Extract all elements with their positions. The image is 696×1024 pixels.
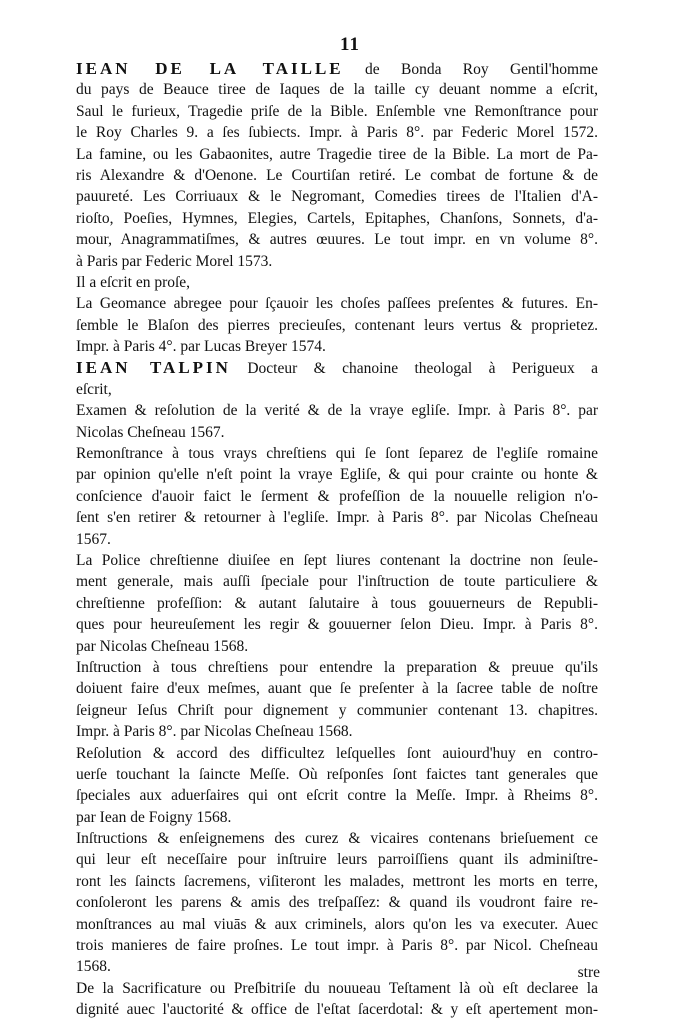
- line-text: ment generale, mais auſſi ſpeciale pour l'inſtruction de toute particuliere &: [76, 573, 598, 591]
- line-text: La Police chreſtienne diuiſee en ſept liures contenant la doctrine non ſeule-: [76, 551, 598, 569]
- line-text: 1567.: [76, 530, 111, 548]
- line-text: monſtrances au mal viuās & aux criminels, alors qu'on les va executer. Auec: [76, 915, 598, 933]
- line-text: Saul le furieux, Tragedie priſe de la Bible. Enſemble vne Remonſtrance pour: [76, 102, 598, 120]
- line-text: 1568.: [76, 958, 111, 976]
- text-line: [76, 999, 598, 1020]
- line-text: La Geomance abregee pour ſçauoir les choſes paſſees preſentes & futures. En-: [76, 295, 598, 313]
- text-line: [76, 849, 598, 870]
- text-line: [76, 892, 598, 913]
- text-line: [76, 571, 598, 592]
- line-text: Docteur & chanoine theologal à Perigueux a: [230, 360, 598, 378]
- author-name: IEAN DE LA TAILLE: [76, 59, 344, 78]
- line-text: Reſolution & accord des difficultez leſquelles ſont auiourd'huy en contro-: [76, 744, 598, 762]
- line-text: Impr. à Paris 4°. par Lucas Breyer 1574.: [76, 338, 326, 356]
- line-text: trois manieres de faire proſnes. Le tout impr. à Paris 8°. par Nicol. Cheſneau: [76, 937, 598, 955]
- line-text: Il a eſcrit en proſe,: [76, 273, 191, 291]
- line-text: par Nicolas Cheſneau 1568.: [76, 637, 249, 655]
- text-line: [76, 593, 598, 614]
- line-text: ques pour heureuſement les regir & gouuerner ſelon Dieu. Impr. à Paris 8°.: [76, 616, 598, 634]
- line-text: par opinion qu'elle n'eſt point la vraye Egliſe, & qui pour crainte ou honte &: [76, 466, 598, 484]
- text-line: [76, 678, 598, 699]
- line-text: ris Alexandre & d'Oenone. Le Courtiſan retiré. Le combat de fortune & de: [76, 166, 598, 184]
- text-line: [76, 208, 598, 229]
- text-line: [76, 657, 598, 678]
- text-line: [76, 486, 598, 507]
- text-line: [76, 785, 598, 806]
- text-line: [76, 229, 598, 250]
- text-line: [76, 165, 598, 186]
- line-text: eſcrit,: [76, 380, 112, 398]
- text-line: [76, 871, 598, 892]
- text-line: [76, 79, 598, 100]
- line-text: ſpeciales aux aduerſaires qui ont eſcrit contre la Meſſe. Impr. à Rheims 8°.: [76, 787, 598, 805]
- line-text: La famine, ou les Gabaonites, autre Tragedie tiree de la Bible. La mort de Pa-: [76, 145, 598, 163]
- line-text: qui leur eſt neceſſaire pour inſtruire leurs parroiſſiens quant ils adminiſtre-: [76, 851, 598, 869]
- text-line: [76, 186, 598, 207]
- line-text: Inſtruction à tous chreſtiens pour entendre la preparation & preuue qu'ils: [76, 658, 598, 676]
- line-text: Remonſtrance à tous vrays chreſtiens qui ſe ſont ſeparez de l'egliſe romaine: [76, 445, 598, 463]
- line-text: ſemble le Blaſon des pierres precieuſes, contenant leurs vertus & proprietez.: [76, 316, 598, 334]
- line-text: Impr. à Paris 8°. par Nicolas Cheſneau 1568.: [76, 723, 353, 741]
- text-line: [76, 914, 598, 935]
- text-line: [76, 336, 598, 357]
- text-line: [76, 293, 598, 314]
- line-text: pauureté. Les Corriuaux & le Negromant, Comedies tirees de l'Italien d'A-: [76, 188, 598, 206]
- line-text: le Roy Charles 9. a ſes ſubiects. Impr. à Paris 8°. par Federic Morel 1572.: [76, 124, 598, 142]
- line-text: dignité auec l'auctorité & office de l'eſtat ſacerdotal: & y eſt apertement mon-: [76, 1001, 598, 1019]
- text-line: [76, 721, 598, 742]
- text-line: [76, 272, 598, 293]
- text-line: [76, 828, 598, 849]
- line-text: du pays de Beauce tiree de Iaques de la taille cy deuant nomme a eſcrit,: [76, 81, 598, 99]
- line-text: De la Sacrificature ou Preſbitriſe du nouueau Teſtament là où eſt declaree la: [76, 979, 598, 997]
- text-line: [76, 700, 598, 721]
- text-line: [76, 144, 598, 165]
- text-line: [76, 122, 598, 143]
- text-line: [76, 614, 598, 635]
- line-text: ſeigneur Ieſus Chriſt pour dignement y communier contenant 13. chapitres.: [76, 701, 598, 719]
- text-line: [76, 400, 598, 421]
- line-text: mour, Anagrammatiſmes, & autres œuures. Le tout impr. en vn volume 8°.: [76, 231, 598, 249]
- text-line: [76, 379, 598, 400]
- text-line: [76, 464, 598, 485]
- line-text: Examen & reſolution de la verité & de la vraye egliſe. Impr. à Paris 8°. par: [76, 402, 598, 420]
- text-line: [76, 935, 598, 956]
- line-text: par Iean de Foigny 1568.: [76, 808, 232, 826]
- text-line: [76, 636, 598, 657]
- line-text: conſoleront les parens & amis des treſpaſſez: & quand ils voudront faire re-: [76, 894, 598, 912]
- line-text: uerſe touchant la ſaincte Meſſe. Où reſponſes ſont faictes tant generales que: [76, 765, 598, 783]
- folio-number: 11: [340, 34, 360, 55]
- text-line: [76, 101, 598, 122]
- line-text: rioſto, Poeſies, Hymnes, Elegies, Cartels, Epitaphes, Chanſons, Sonnets, d'a-: [76, 209, 598, 227]
- text-line: [76, 550, 598, 571]
- line-text: Nicolas Cheſneau 1567.: [76, 423, 225, 441]
- text-line: [76, 422, 598, 443]
- text-line: [76, 743, 598, 764]
- text-line: [76, 529, 598, 550]
- line-text: Inſtructions & enſeignemens des curez & vicaires contenans brieſuement ce: [76, 830, 598, 848]
- line-text: ſent s'en retirer & retourner à l'egliſe. Impr. à Paris 8°. par Nicolas Cheſneau: [76, 509, 598, 527]
- text-line: [76, 443, 598, 464]
- bibliography-text: [76, 58, 598, 1021]
- text-line: [76, 807, 598, 828]
- catchword: stre: [577, 964, 600, 981]
- author-name: IEAN TALPIN: [76, 358, 231, 378]
- line-text: chreſtienne profeſſion: & autant ſalutaire à tous gouuerneurs de Republi-: [76, 594, 598, 612]
- line-text: conſcience d'auoir faict le ſerment & profeſſion de la nouuelle religion n'o-: [76, 487, 598, 505]
- line-text: à Paris par Federic Morel 1573.: [76, 252, 273, 270]
- line-text: de Bonda Roy Gentil'homme: [343, 61, 598, 78]
- text-line: [76, 956, 598, 977]
- text-line: [76, 315, 598, 336]
- text-line: [76, 978, 598, 999]
- line-text: ront les ſaincts ſacremens, viſiteront les malades, mettront les morts en terre,: [76, 872, 598, 890]
- text-line: [76, 764, 598, 785]
- text-line: [76, 58, 598, 79]
- line-text: doiuent faire d'eux meſmes, auant que ſe preſenter à la ſacree table de noſtre: [76, 680, 598, 698]
- text-line: [76, 251, 598, 272]
- text-line: [76, 507, 598, 528]
- text-line: [76, 357, 598, 378]
